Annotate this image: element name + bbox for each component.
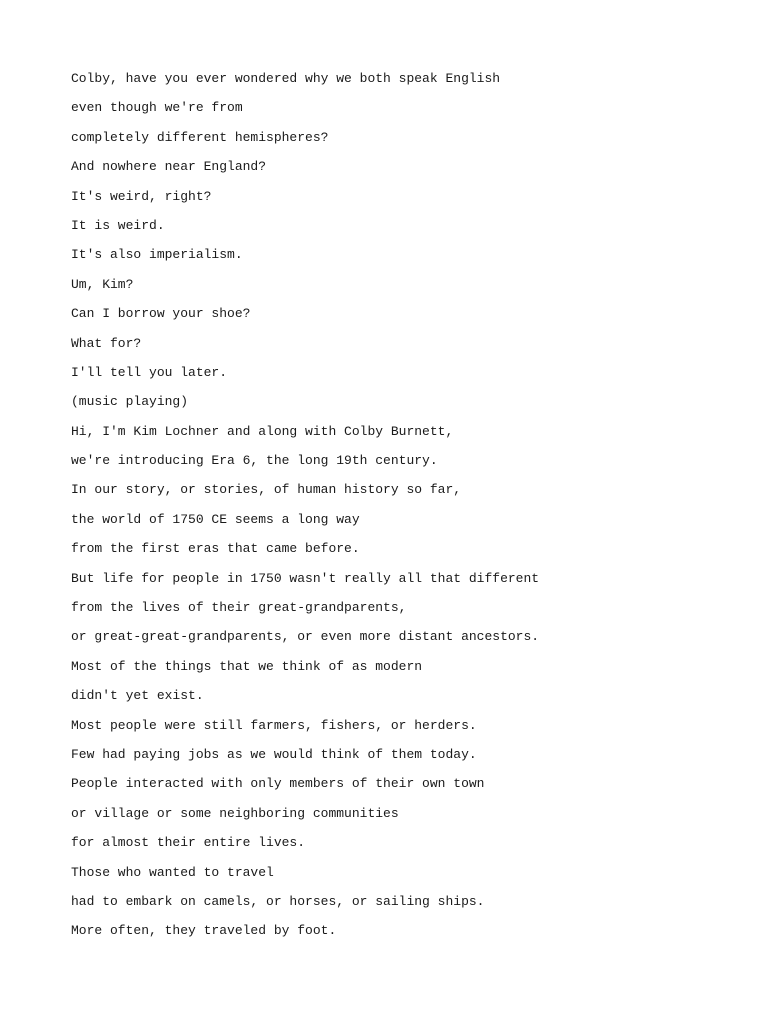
transcript-line: had to embark on camels, or horses, or sailing ships. xyxy=(71,893,485,909)
transcript-line: People interacted with only members of their own town xyxy=(71,776,485,792)
transcript-line: More often, they traveled by foot. xyxy=(71,923,337,939)
transcript-line: What for? xyxy=(71,335,142,351)
transcript-line: And nowhere near England? xyxy=(71,159,267,175)
transcript-line: Few had paying jobs as we would think of them today. xyxy=(71,746,477,762)
transcript-line: from the first eras that came before. xyxy=(71,541,360,557)
transcript-line: Those who wanted to travel xyxy=(71,864,274,880)
transcript-line: from the lives of their great-grandparents, xyxy=(71,600,407,616)
transcript-line: Hi, I'm Kim Lochner and along with Colby Burnett, xyxy=(71,423,454,439)
transcript-text xyxy=(71,69,539,951)
transcript-line: or village or some neighboring communities xyxy=(71,805,399,821)
transcript-line: completely different hemispheres? xyxy=(71,129,329,145)
transcript-line: or great-great-grandparents, or even more distant ancestors. xyxy=(71,629,540,645)
transcript-line: Most of the things that we think of as modern xyxy=(71,658,423,674)
transcript-line: But life for people in 1750 wasn't really all that different xyxy=(71,570,540,586)
transcript-line: (music playing) xyxy=(71,394,189,410)
transcript-line: the world of 1750 CE seems a long way xyxy=(71,511,360,527)
transcript-line: Can I borrow your shoe? xyxy=(71,306,251,322)
transcript-line: In our story, or stories, of human history so far, xyxy=(71,482,462,498)
transcript-line: It is weird. xyxy=(71,217,165,233)
transcript-line: even though we're from xyxy=(71,100,243,116)
transcript-line: didn't yet exist. xyxy=(71,688,204,704)
transcript-line: we're introducing Era 6, the long 19th century. xyxy=(71,453,438,469)
transcript-line: It's weird, right? xyxy=(71,188,212,204)
transcript-line: Um, Kim? xyxy=(71,276,134,292)
transcript-line: for almost their entire lives. xyxy=(71,835,306,851)
transcript-line: I'll tell you later. xyxy=(71,364,228,380)
transcript-line: It's also imperialism. xyxy=(71,247,243,263)
transcript-line: Most people were still farmers, fishers, or herders. xyxy=(71,717,477,733)
transcript-line: Colby, have you ever wondered why we both speak English xyxy=(71,71,501,86)
